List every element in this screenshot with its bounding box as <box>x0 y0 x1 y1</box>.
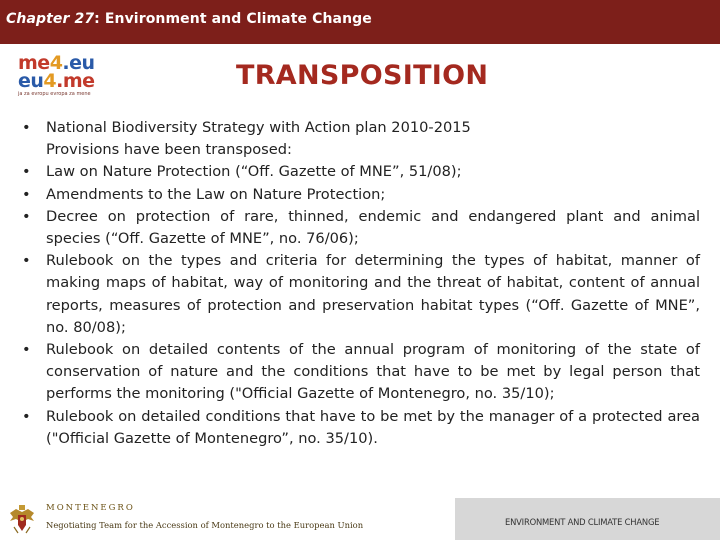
bullet-dot: • <box>22 341 31 359</box>
bullet-dot: • <box>22 185 31 203</box>
footer-chapter-label: ENVIRONMENT AND CLIMATE CHANGE <box>505 517 660 527</box>
logo-text: .eu <box>62 52 95 74</box>
bullet-item <box>22 250 700 339</box>
footer-country: MONTENEGRO <box>46 503 135 513</box>
bullet-list <box>22 117 700 450</box>
logo-line-2 <box>18 72 95 91</box>
logo-digit: 4 <box>49 52 63 74</box>
logo-text: me <box>18 52 50 74</box>
me4eu-logo <box>16 54 116 98</box>
bullet-item <box>22 206 700 250</box>
logo-text: .me <box>56 70 95 92</box>
bullet-text: Decree on protection of rare, thinned, endemic and endangered plant and animal species (“Off. Gazette of MNE”, no. 76/06); <box>46 207 700 248</box>
bullet-dot: • <box>22 252 31 270</box>
footer-negotiating-team: Negotiating Team for the Accession of Montenegro to the European Union <box>46 520 364 530</box>
montenegro-coat-of-arms-icon <box>4 503 40 537</box>
bullet-item <box>22 161 700 183</box>
chapter-rest: : Environment and Climate Change <box>94 11 372 27</box>
header-bar <box>0 0 720 44</box>
logo-tagline: ja za evropu evropa za mene <box>18 91 91 97</box>
bullet-dot: • <box>22 407 31 425</box>
bullet-item <box>22 184 700 206</box>
bullet-item <box>22 117 700 139</box>
chapter-prefix: Chapter 27 <box>6 11 95 27</box>
bullet-text: Provisions have been transposed: <box>46 141 292 159</box>
bullet-text: Amendments to the Law on Nature Protection; <box>46 185 386 203</box>
slide-title: TRANSPOSITION <box>236 60 489 91</box>
bullet-item <box>22 139 700 161</box>
bullet-text: Law on Nature Protection (“Off. Gazette of MNE”, 51/08); <box>46 163 462 181</box>
bullet-dot: • <box>22 163 31 181</box>
bullet-text: Rulebook on the types and criteria for determining the types of habitat, manner of making maps of habitat, way of monitoring and the threat of habitat, content of annual reports, measures of protection and preservation habitat types (“Off. Gazette of MNE”, no. 80/08); <box>46 252 700 336</box>
bullet-dot: • <box>22 119 31 136</box>
logo-text: eu <box>18 70 44 92</box>
logo-digit: 4 <box>43 70 57 92</box>
bullet-dot: • <box>22 207 31 225</box>
chapter-title <box>6 11 372 27</box>
bullet-text: Rulebook on detailed contents of the annual program of monitoring of the state of conservation of nature and the conditions that have to be met by legal person that performs the monitoring ("Official Gazette of Montenegro, no. 35/10); <box>46 341 700 403</box>
bullet-text: National Biodiversity Strategy with Action plan 2010-2015 <box>46 119 471 136</box>
bullet-item <box>22 406 700 450</box>
bullet-item <box>22 339 700 406</box>
bullet-text: Rulebook on detailed conditions that have to be met by the manager of a protected area ("Official Gazette of Montenegro”, no. 35/10). <box>46 407 700 447</box>
